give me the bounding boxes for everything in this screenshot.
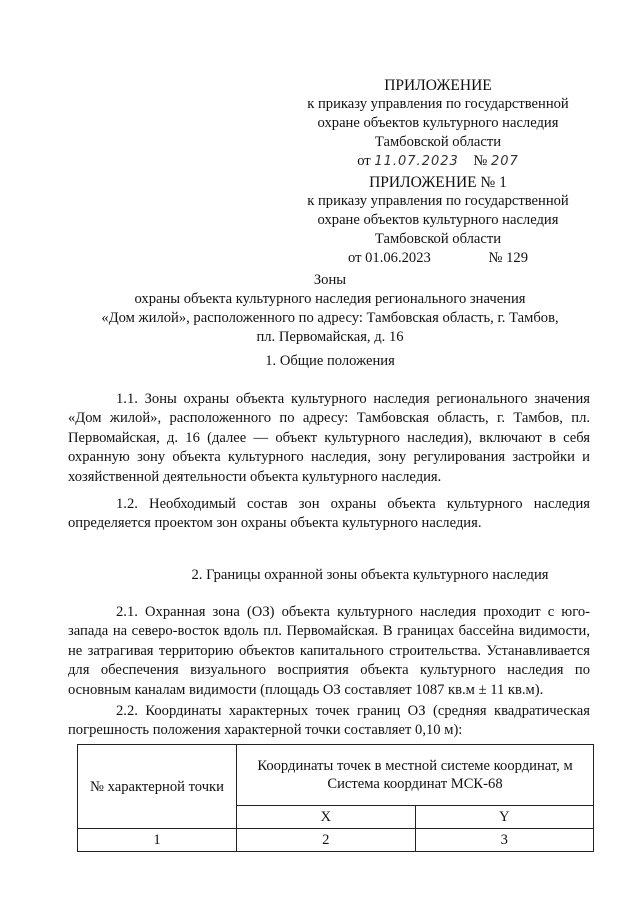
order-line-2: охране объектов культурного наследия bbox=[317, 115, 559, 131]
paragraph-2-2: 2.2. Координаты характерных точек границ ОЗ (средняя квадратическая погрешность положения характерной точки составляет 0,10 м): bbox=[68, 703, 590, 739]
cell-point: 1 bbox=[78, 829, 237, 852]
table-row bbox=[78, 829, 594, 852]
cell-y: 3 bbox=[415, 829, 594, 852]
coordinates-table bbox=[77, 744, 594, 852]
order2-line-3: Тамбовской области bbox=[374, 231, 502, 247]
header-point-number: № характерной точки bbox=[78, 745, 237, 829]
appendix-header bbox=[300, 76, 576, 171]
header-coordinates bbox=[237, 745, 594, 806]
date-label: от bbox=[357, 153, 371, 169]
paragraph-1-2: 1.2. Необходимый состав зон охраны объекта культурного наследия определяется проектом зон охраны объекта культурного наследия. bbox=[68, 496, 590, 532]
base-order-date: от 01.06.2023 bbox=[348, 250, 431, 266]
section-1-heading: 1. Общие положения bbox=[265, 353, 395, 369]
number-label: № bbox=[473, 153, 488, 169]
appendix-title: ПРИЛОЖЕНИЕ bbox=[384, 77, 492, 94]
paragraph-1-1: 1.1. Зоны охраны объекта культурного наследия регионального значения «Дом жилой», расположенного по адресу: Тамбовская область, г. Тамбов, пл. Первомайская, д. 16 (далее — объект культурного наследия), включают в себя охранную зону объекта культурного наследия, зону регулирования застройки и хозяйственной деятельности объекта культурного наследия. bbox=[68, 391, 590, 485]
order-line-3: Тамбовской области bbox=[374, 134, 502, 150]
section-2-heading: 2. Границы охранной зоны объекта культурного наследия bbox=[191, 567, 549, 583]
paragraph-2-1: 2.1. Охранная зона (ОЗ) объекта культурного наследия проходит с юго-запада на северо-восток вдоль пл. Первомайская. В границах бассейна видимости, не затрагивая территорию объектов капитального строительства. Устанавливается для обеспечения визуального восприятия объекта культурного наследия по основным каналам видимости (площадь ОЗ составляет 1087 кв.м ± 11 кв.м). bbox=[68, 604, 590, 698]
base-order-date-line bbox=[348, 249, 528, 268]
base-order-number: № 129 bbox=[488, 250, 528, 266]
handwritten-date: 11.07.2023 bbox=[374, 154, 459, 169]
order2-line-1: к приказу управления по государственной bbox=[307, 193, 569, 209]
appendix-1-title: ПРИЛОЖЕНИЕ № 1 bbox=[369, 174, 507, 191]
title-line-1: Зоны bbox=[313, 272, 347, 288]
title-line-3: «Дом жилой», расположенного по адресу: Тамбовская область, г. Тамбов, bbox=[101, 310, 559, 326]
title-line-2: охраны объекта культурного наследия регионального значения bbox=[134, 291, 526, 307]
title-line-4: пл. Первомайская, д. 16 bbox=[256, 329, 404, 345]
order2-line-2: охране объектов культурного наследия bbox=[317, 212, 559, 228]
cell-x: 2 bbox=[237, 829, 416, 852]
header-coordinates-line-1: Координаты точек в местной системе координат, м bbox=[257, 758, 573, 774]
header-coordinates-line-2: Система координат МСК-68 bbox=[327, 776, 503, 792]
order-line-1: к приказу управления по государственной bbox=[307, 96, 569, 112]
header-y: Y bbox=[415, 806, 594, 829]
header-x: X bbox=[237, 806, 416, 829]
handwritten-date-line bbox=[300, 152, 576, 171]
handwritten-number: 207 bbox=[490, 154, 519, 169]
document-title bbox=[80, 271, 580, 347]
appendix-1-header bbox=[300, 173, 576, 268]
